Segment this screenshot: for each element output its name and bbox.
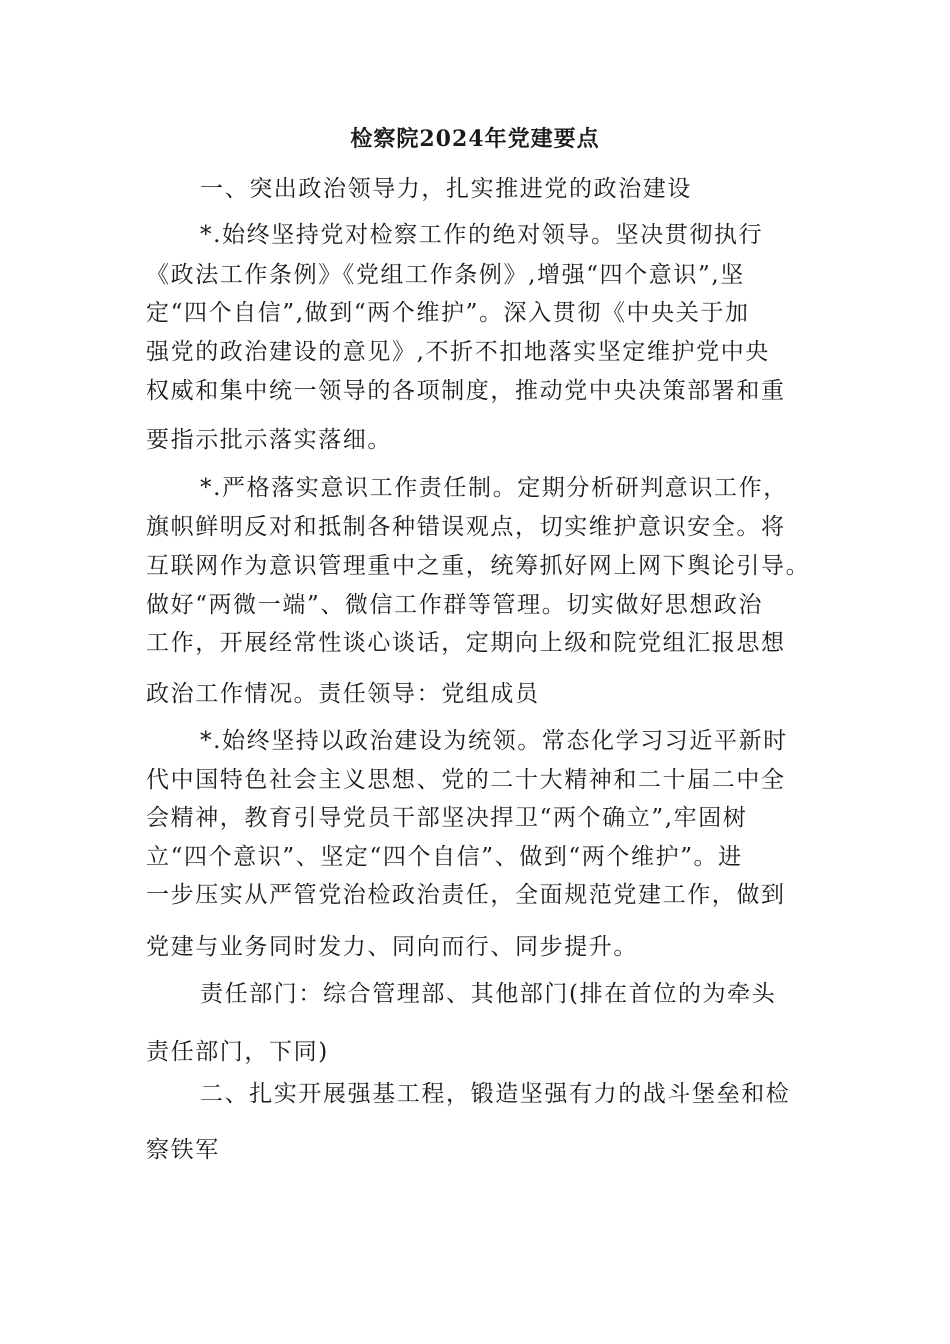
- paragraph-line: 政治工作情况。责任领导：党组成员: [146, 681, 540, 707]
- document-title: 检察院2024年党建要点: [350, 126, 600, 152]
- paragraph-line: 党建与业务同时发力、同向而行、同步提升。: [146, 934, 638, 960]
- paragraph-line: 互联网作为意识管理重中之重，统筹抓好网上网下舆论引导。: [146, 553, 811, 579]
- responsibility-line: 责任部门，下同): [146, 1039, 329, 1065]
- paragraph-line: *.始终坚持以政治建设为统领。常态化学习习近平新时: [200, 728, 788, 754]
- section-heading-2-continued: 察铁军: [146, 1137, 220, 1163]
- paragraph-line: 要指示批示落实落细。: [146, 427, 392, 453]
- paragraph-line: 一步压实从严管党治检政治责任，全面规范党建工作，做到: [146, 882, 786, 908]
- paragraph-line: 会精神，教育引导党员干部坚决捍卫“两个确立”,牢固树: [146, 805, 748, 831]
- paragraph-line: 工作，开展经常性谈心谈话，定期向上级和院党组汇报思想: [146, 630, 786, 656]
- paragraph-line: 权威和集中统一领导的各项制度，推动党中央决策部署和重: [146, 378, 786, 404]
- paragraph-line: 《政法工作条例》《党组工作条例》,增强“四个意识”,坚: [146, 262, 745, 288]
- section-heading-1: 一、突出政治领导力，扎实推进党的政治建设: [200, 176, 692, 202]
- paragraph-line: 强党的政治建设的意见》,不折不扣地落实坚定维护党中央: [146, 339, 770, 365]
- section-heading-2: 二、扎实开展强基工程，锻造坚强有力的战斗堡垒和检: [200, 1081, 791, 1107]
- paragraph-line: 定“四个自信”,做到“两个维护”。深入贯彻《中央关于加: [146, 300, 750, 326]
- paragraph-line: *.严格落实意识工作责任制。定期分析研判意识工作，: [200, 475, 788, 501]
- paragraph-line: 立“四个意识”、坚定“四个自信”、做到“两个维护”。进: [146, 844, 743, 870]
- paragraph-line: *.始终坚持党对检察工作的绝对领导。坚决贯彻执行: [200, 222, 764, 248]
- responsibility-line: 责任部门：综合管理部、其他部门(排在首位的为牵头: [200, 981, 777, 1007]
- paragraph-line: 旗帜鲜明反对和抵制各种错误观点，切实维护意识安全。将: [146, 514, 786, 540]
- paragraph-line: 代中国特色社会主义思想、党的二十大精神和二十届二中全: [146, 767, 786, 793]
- paragraph-line: 做好“两微一端”、微信工作群等管理。切实做好思想政治: [146, 592, 764, 618]
